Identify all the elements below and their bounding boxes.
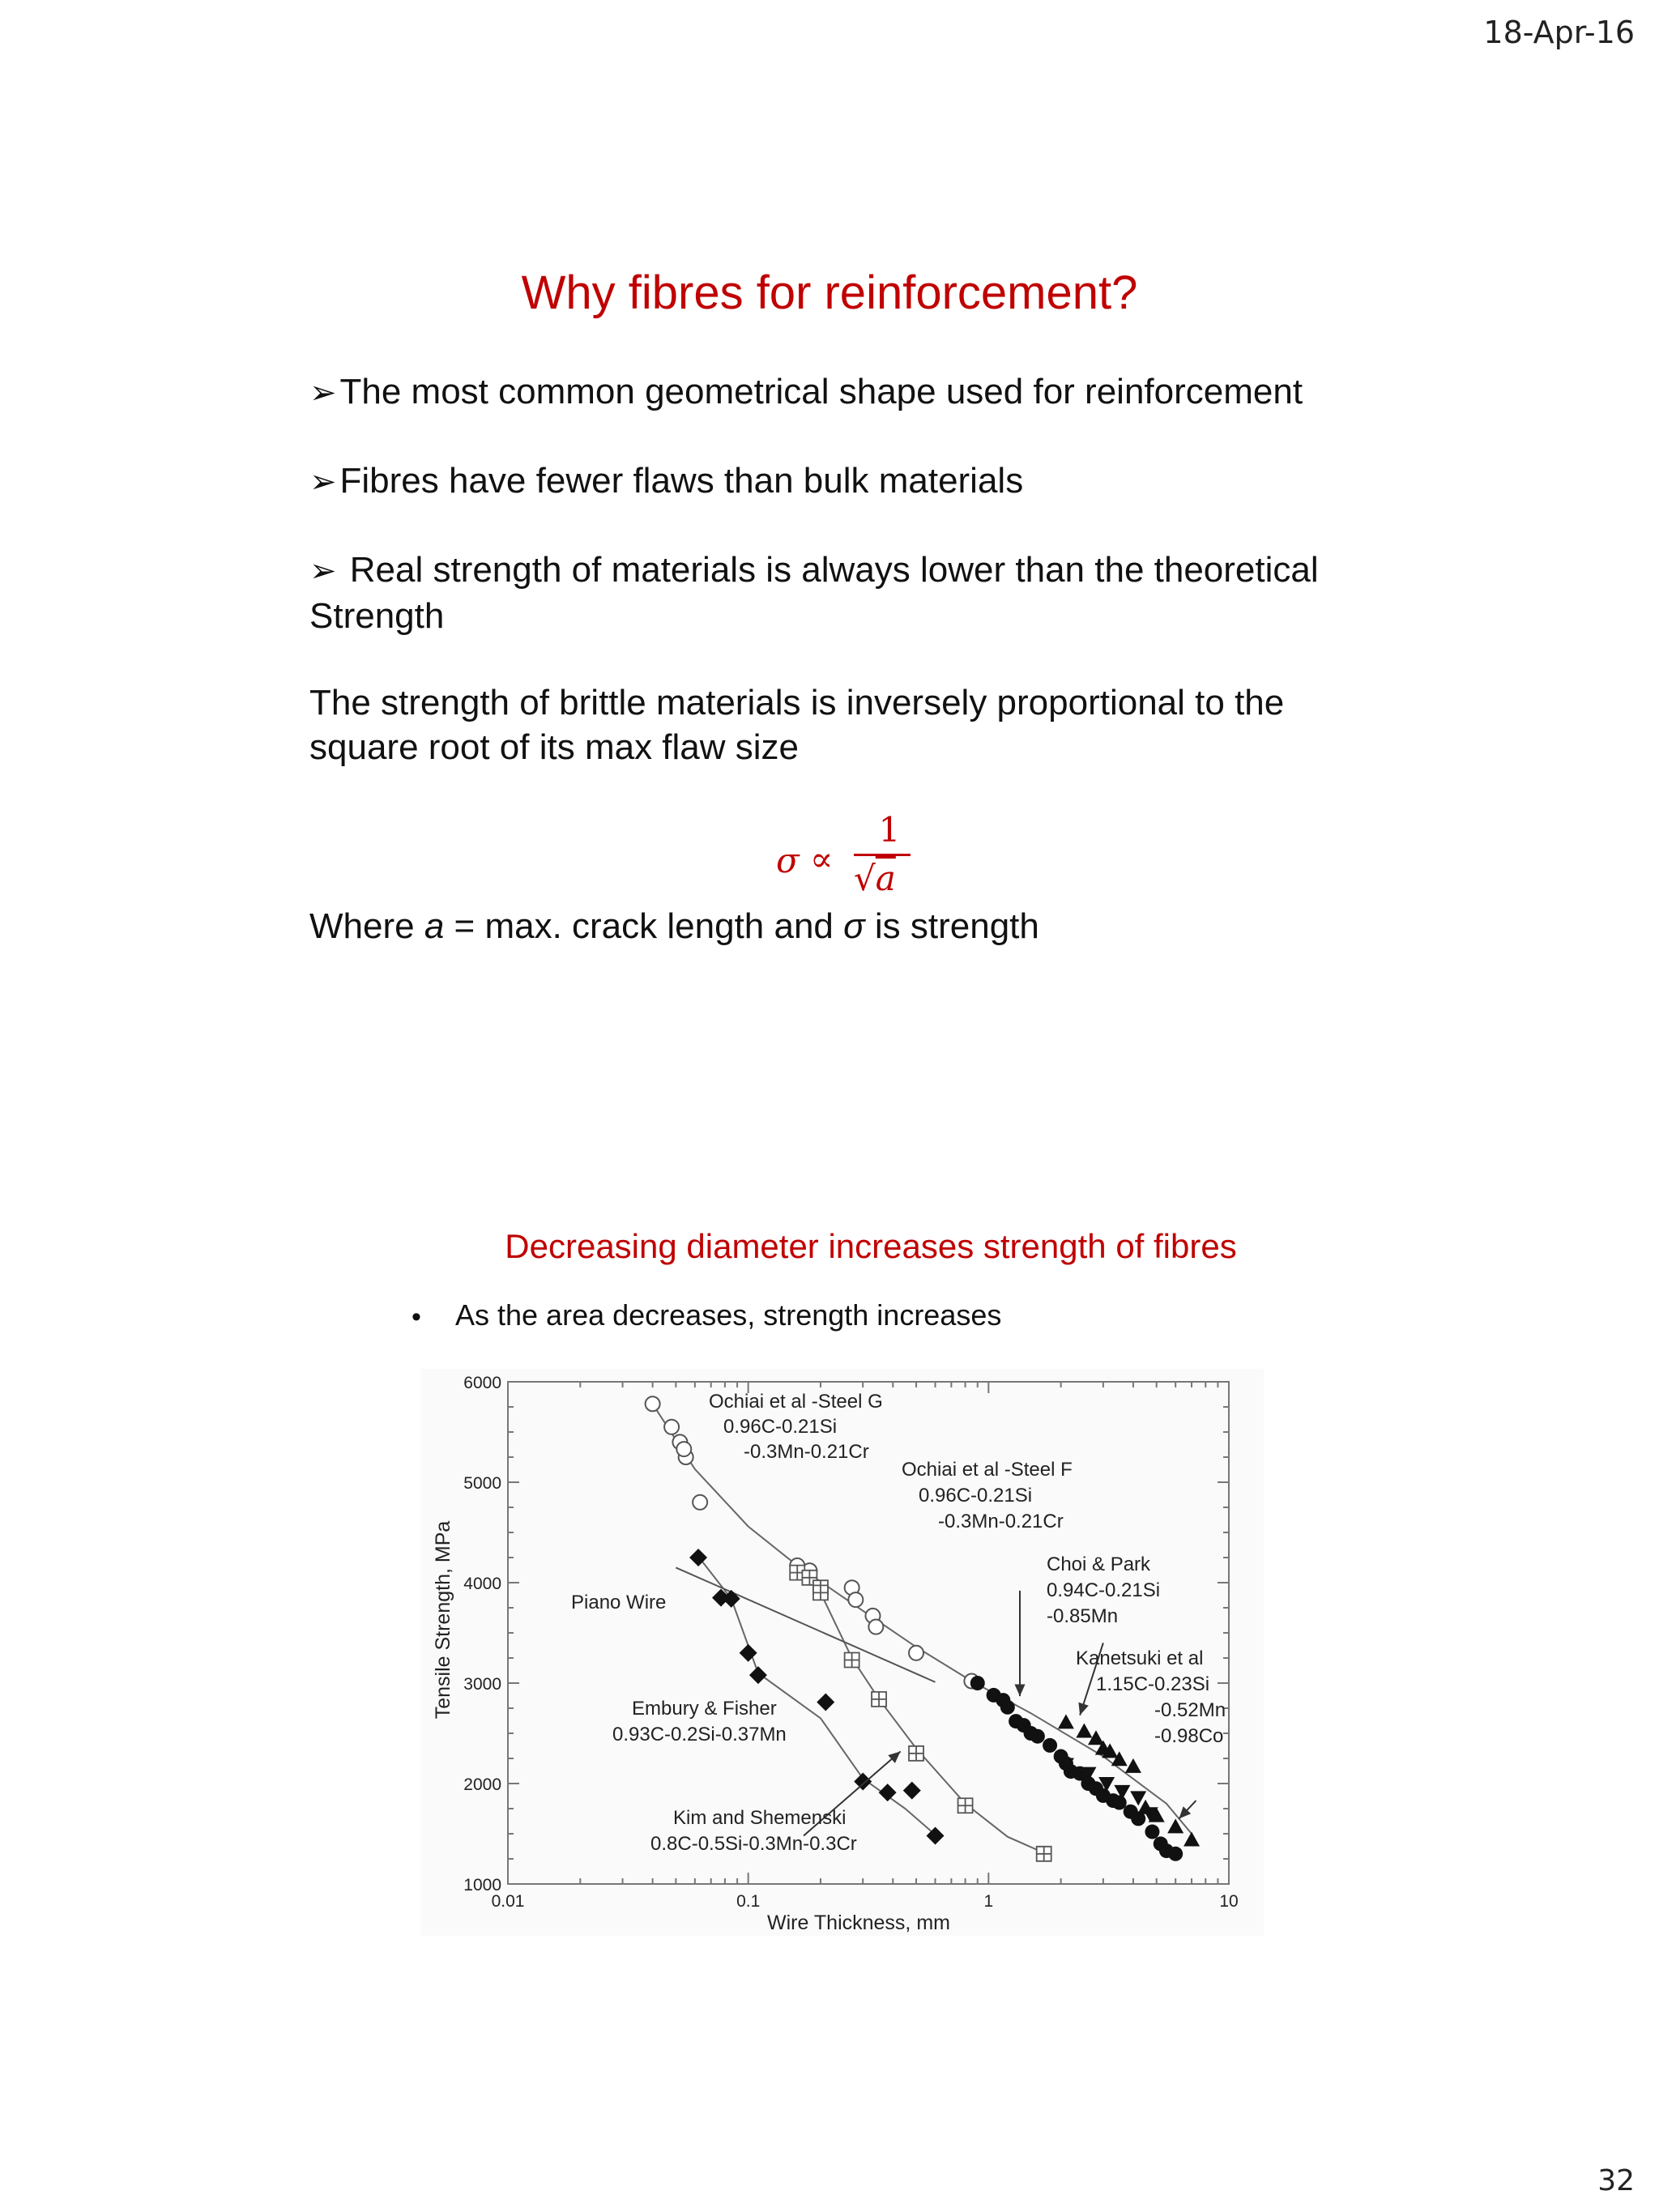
formula-denominator <box>854 859 896 898</box>
y-tick-label: 6000 <box>463 1374 501 1392</box>
data-point <box>1145 1825 1159 1839</box>
data-point <box>848 1592 863 1607</box>
arrow-bullet-icon: ➢ <box>309 464 337 500</box>
x-tick-label: 0.01 <box>491 1892 525 1911</box>
where-line <box>309 904 1411 948</box>
where-text-1: Where <box>309 906 424 946</box>
annotation-line: -0.85Mn <box>1047 1605 1119 1627</box>
where-var-a: a <box>424 906 445 946</box>
annotation-line: Choi & Park <box>1047 1554 1151 1575</box>
annotation-line: 0.8C-0.5Si-0.3Mn-0.3Cr <box>650 1833 857 1855</box>
formula-var-a: a <box>875 859 896 898</box>
data-point <box>664 1420 679 1434</box>
bullet-text: Real strength of materials is always lower than the theoretical Strength <box>309 550 1319 636</box>
annotation-line: Kim and Shemenski <box>673 1807 847 1829</box>
annotation-line: 0.93C-0.2Si-0.37Mn <box>612 1724 787 1745</box>
annotation-line: 0.96C-0.21Si <box>919 1485 1033 1507</box>
page-number: 32 <box>1597 2164 1635 2197</box>
data-point <box>909 1746 923 1761</box>
y-tick-label: 1000 <box>463 1876 501 1894</box>
where-text-2: = max. crack length and <box>444 906 844 946</box>
x-tick-label: 10 <box>1219 1892 1239 1911</box>
section-subtitle: Decreasing diameter increases strength of fibres <box>505 1227 1237 1265</box>
data-point <box>646 1396 660 1411</box>
formula-fraction-bar <box>854 854 911 856</box>
annotation-line: Embury & Fisher <box>632 1698 777 1720</box>
annotation-line: Ochiai et al -Steel F <box>902 1459 1073 1481</box>
formula-numerator: 1 <box>878 810 901 850</box>
annotation-line: 1.15C-0.23Si <box>1096 1673 1210 1695</box>
y-tick-label: 4000 <box>463 1575 501 1593</box>
data-point <box>813 1585 828 1600</box>
bullet-text: The most common geometrical shape used for reinforcement <box>339 372 1303 411</box>
slide-title: Why fibres for reinforcement? <box>521 266 1138 319</box>
x-tick-label: 0.1 <box>736 1892 761 1911</box>
formula-proportional-symbol: ∝ <box>810 839 834 879</box>
y-tick-label: 2000 <box>463 1775 501 1794</box>
data-point <box>845 1652 859 1667</box>
paragraph: The strength of brittle materials is inversely proportional to the square root of its max flaw size <box>309 683 1285 767</box>
data-point <box>909 1646 923 1660</box>
annotation-line: 0.96C-0.21Si <box>723 1416 838 1438</box>
sub-bullet-text: As the area decreases, strength increases <box>455 1298 1002 1332</box>
x-tick-label: 1 <box>983 1892 994 1911</box>
annotation-line: -0.3Mn-0.21Cr <box>744 1441 869 1463</box>
radical-icon: √ <box>854 859 876 898</box>
annotation-line: 0.94C-0.21Si <box>1047 1579 1161 1601</box>
arrow-bullet-icon: ➢ <box>309 553 337 589</box>
bullet-item-1 <box>309 369 1411 416</box>
annotation-piano-wire: Piano Wire <box>571 1592 667 1613</box>
data-point <box>1000 1700 1015 1715</box>
data-point <box>958 1798 973 1813</box>
arrow-bullet-icon: ➢ <box>309 375 337 411</box>
data-point <box>1043 1738 1057 1753</box>
data-point <box>872 1692 886 1707</box>
annotation-line: -0.3Mn-0.21Cr <box>938 1511 1064 1532</box>
annotation-line: Kanetsuki et al <box>1076 1647 1204 1669</box>
bullet-text: Fibres have fewer flaws than bulk materials <box>339 461 1024 501</box>
data-point <box>1112 1796 1127 1810</box>
bullet-item-3 <box>309 548 1387 638</box>
data-point <box>1030 1729 1045 1744</box>
strength-vs-thickness-chart <box>421 1369 1264 1936</box>
annotation-line: -0.52Mn <box>1154 1699 1226 1721</box>
formula-sigma: σ <box>776 841 800 880</box>
data-point <box>693 1495 707 1510</box>
strength-formula <box>770 810 932 907</box>
annotation-line: Ochiai et al -Steel G <box>709 1391 883 1413</box>
slide-date: 18-Apr-16 <box>1483 15 1635 50</box>
data-point <box>1037 1847 1051 1861</box>
where-text-3: is strength <box>864 906 1039 946</box>
bullet-dot-icon: • <box>412 1302 421 1332</box>
data-point <box>1168 1847 1183 1861</box>
data-point <box>868 1620 883 1634</box>
x-axis-label: Wire Thickness, mm <box>767 1912 950 1934</box>
data-point <box>676 1442 691 1456</box>
y-tick-label: 5000 <box>463 1474 501 1493</box>
where-var-sigma: σ <box>843 906 865 946</box>
bullet-item-2 <box>309 458 1411 505</box>
y-tick-label: 3000 <box>463 1675 501 1694</box>
y-axis-label: Tensile Strength, MPa <box>432 1520 454 1720</box>
data-point <box>970 1676 985 1690</box>
annotation-line: -0.98Co <box>1154 1725 1224 1747</box>
